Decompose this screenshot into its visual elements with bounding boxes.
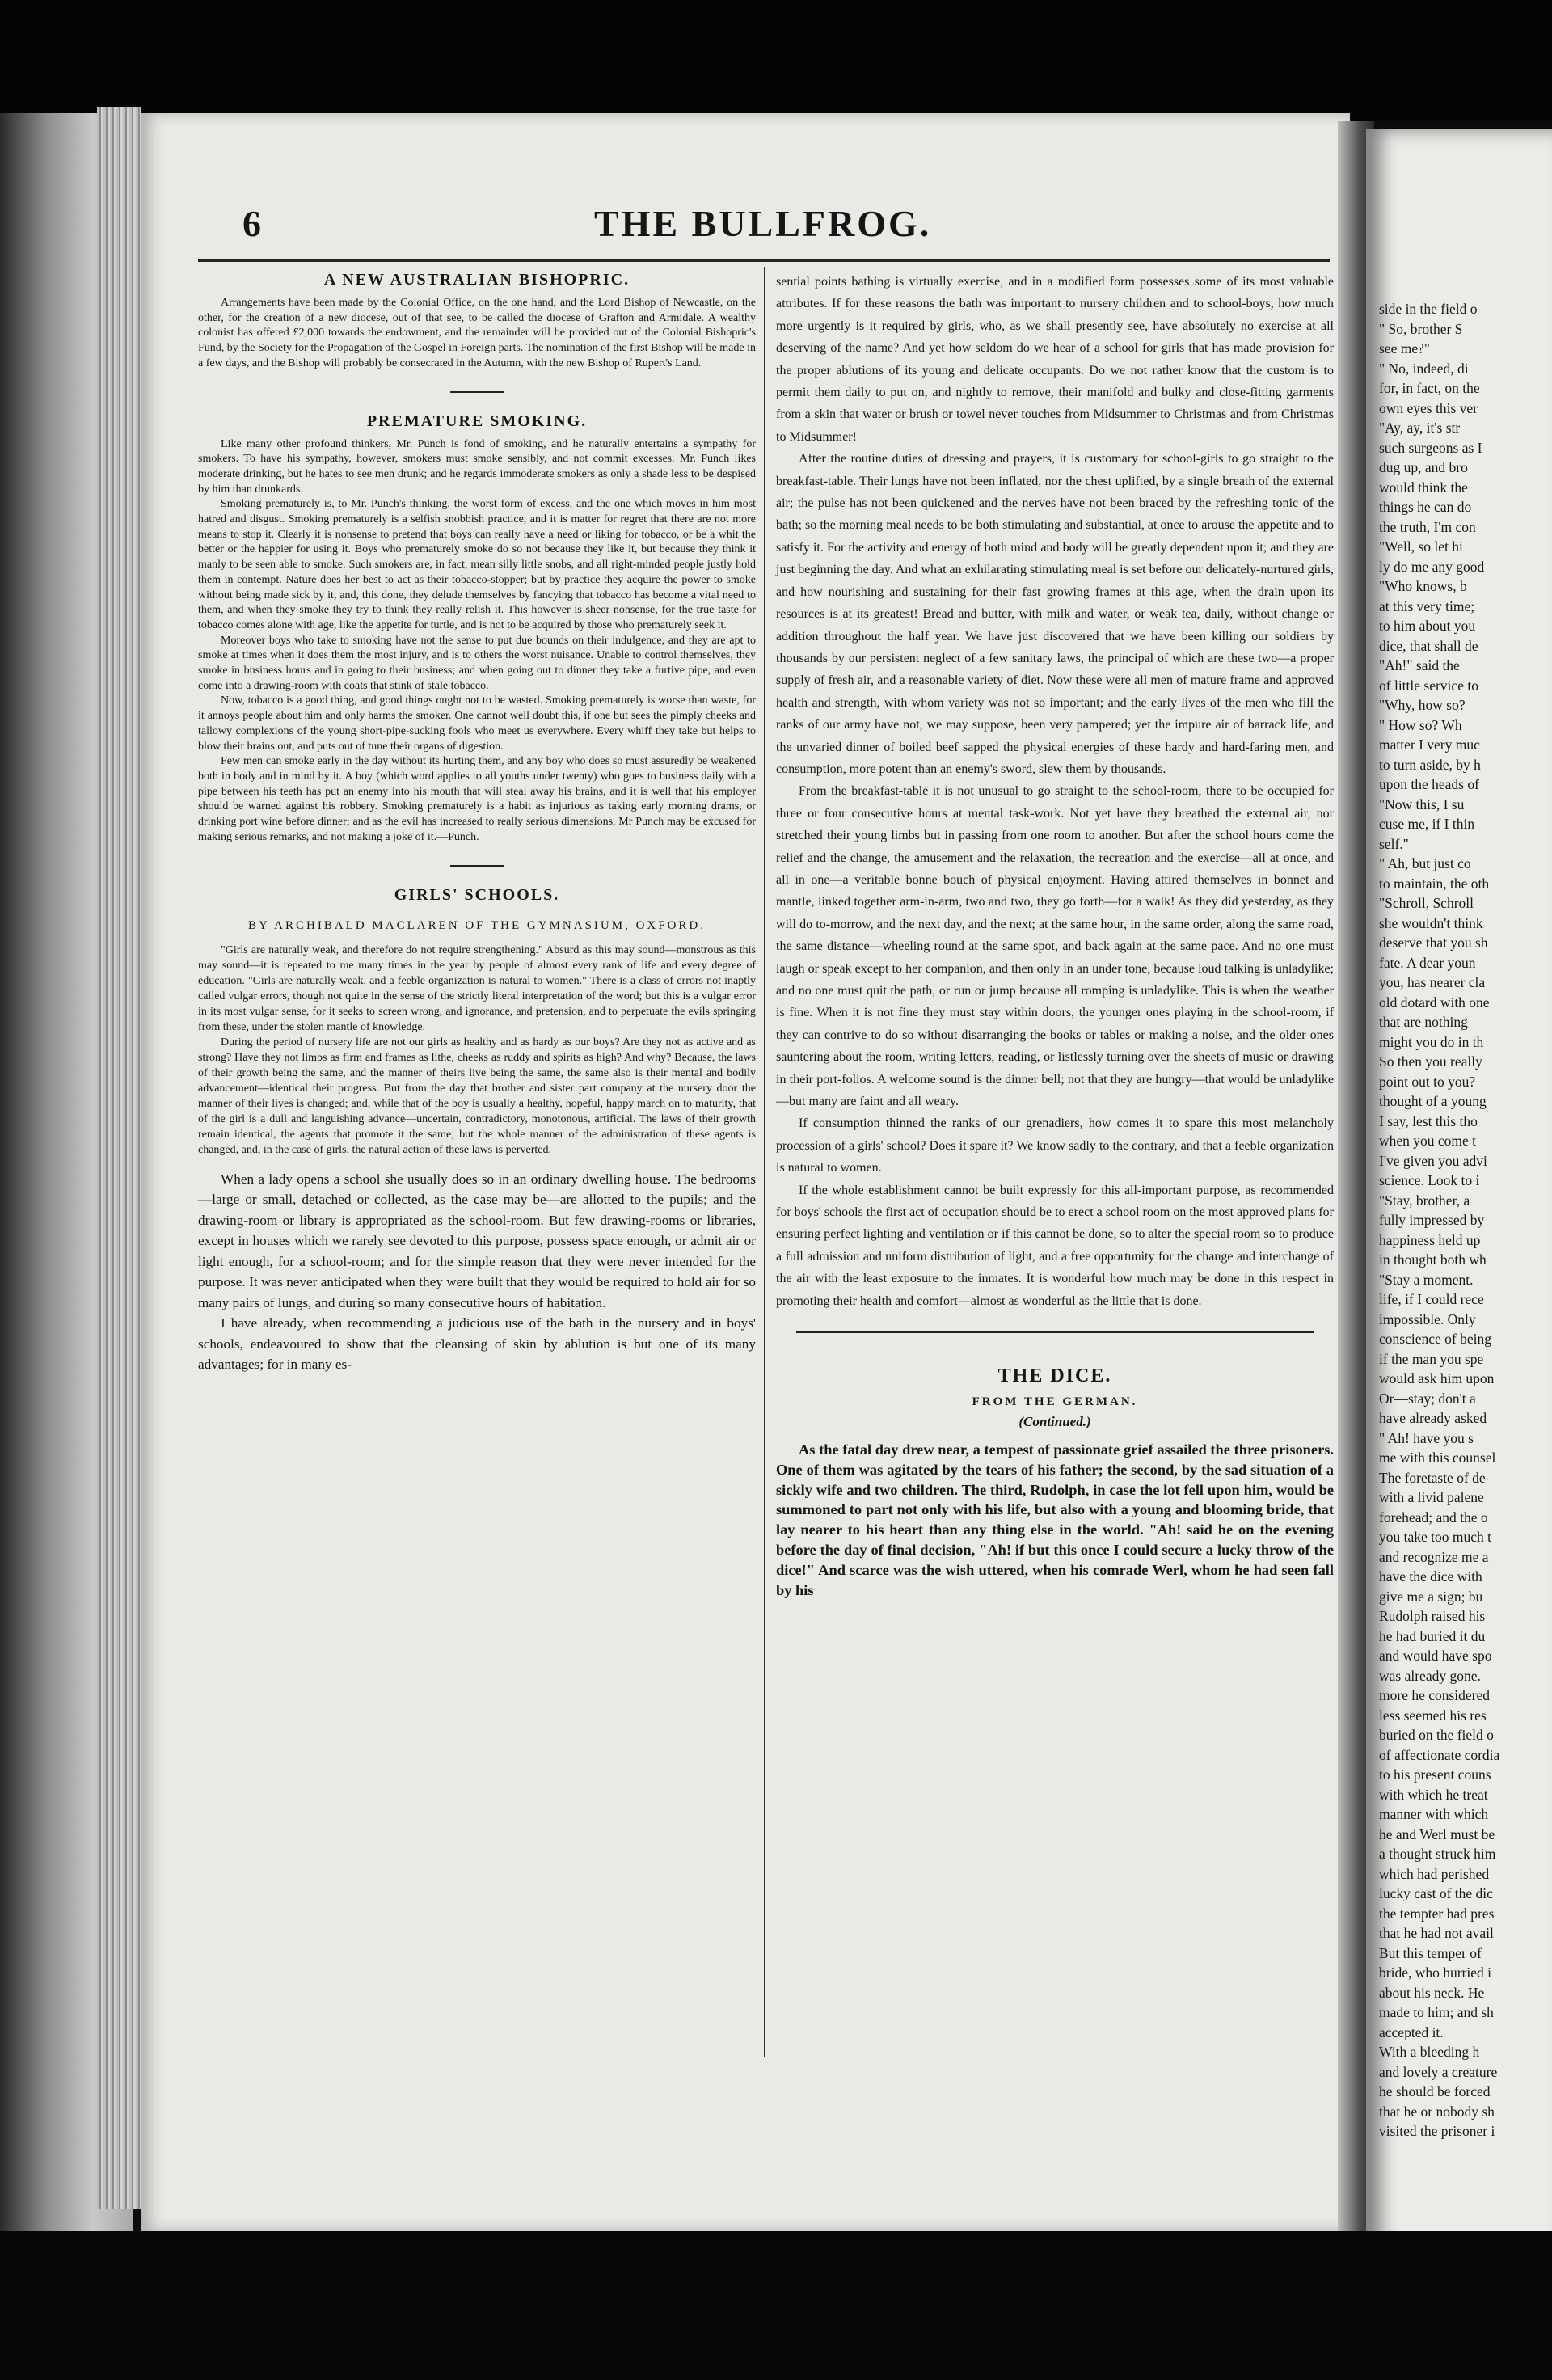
scanner-background [0,0,1552,121]
adjacent-page-line: deserve that you sh [1379,935,1488,951]
adjacent-page-line: " Ah, but just co [1379,855,1471,871]
adjacent-page-line: "Who knows, b [1379,578,1467,594]
adjacent-page-line: ly do me any good [1379,558,1485,575]
adjacent-page-line: With a bleeding h [1379,2044,1480,2060]
adjacent-page-line: would ask him upon [1379,1370,1495,1386]
page-title: THE BULLFROG. [594,203,932,244]
adjacent-page-line: "Well, so let hi [1379,538,1463,555]
article-title: PREMATURE SMOKING. [366,411,588,430]
adjacent-page-line: have the dice with [1379,1568,1482,1585]
article-girls-schools-continued [776,271,1334,1312]
adjacent-page-line: But this temper of [1379,1944,1482,1961]
adjacent-page-line: conscience of being [1379,1331,1491,1347]
adjacent-page-text [1366,299,1499,2142]
adjacent-page-line: you, has nearer cla [1379,974,1486,990]
article-paragraph: Like many other profound thinkers, Mr. Punch is fond of smoking, and he naturally entertains a sympathy for smokers. To have his sympathy, however, smokers must smoke sensibly, and not commit excesses. Mr. Punch likes moderate drinking, but he hates to see men drunk; and he regards immoderate smokers as only a shade less to be despised by him than drunkards. [198,437,756,496]
adjacent-page-line: " No, indeed, di [1379,360,1469,377]
adjacent-page-line: "Schroll, Schroll [1379,895,1474,911]
header-rule [198,259,1330,262]
adjacent-page-line: thought of a young [1379,1093,1487,1109]
adjacent-page-line: to turn aside, by h [1379,756,1481,773]
adjacent-page-line: " So, brother S [1379,320,1463,337]
adjacent-page-line: "Stay, brother, a [1379,1192,1470,1209]
adjacent-page-line: happiness held up [1379,1231,1481,1248]
adjacent-page-line: would think the [1379,479,1468,496]
adjacent-page-line: and would have spo [1379,1648,1492,1664]
adjacent-page-line: things he can do [1379,499,1472,515]
article-byline: BY ARCHIBALD MACLAREN OF THE GYMNASIUM, OXFORD. [247,918,706,932]
adjacent-page-line: when you come t [1379,1133,1477,1149]
adjacent-page-line: more he considered [1379,1687,1491,1703]
left-column [198,271,756,1375]
section-divider [796,1331,1314,1333]
article-bishopric [198,271,756,372]
adjacent-page-line: bride, who hurried i [1379,1964,1491,1981]
adjacent-page-line: " Ah! have you s [1379,1429,1474,1446]
adjacent-page-line: self." [1379,835,1409,852]
article-paragraph: As the fatal day drew near, a tempest of passionate grief assailed the three prisoners. One of them was agitated by the tears of his father; the second, by the sad situation of a sickly wife and two children. The third, Rudolph, in case the lot fell upon him, would be summoned to part not only with his life, but also with a young and blooming bride, that lay nearer to his heart than any thing else in the world. "Ah! said he on the evening before the day of final decision, "Ah! if but this once I could secure a lucky throw of the dice!" And scarce was the wish uttered, when his comrade Werl, whom he had seen fall by his [776,1441,1334,1598]
adjacent-page-line: "Why, how so? [1379,697,1466,713]
adjacent-page-line: manner with which [1379,1806,1489,1822]
adjacent-page-line: that he had not avail [1379,1925,1494,1941]
article-title: GIRLS' SCHOOLS. [394,885,560,904]
adjacent-page-line: see me?" [1379,340,1431,357]
article-the-dice [776,1365,1334,1600]
adjacent-page-line: such surgeons as I [1379,439,1482,456]
article-title: THE DICE. [997,1365,1112,1387]
adjacent-page-line: me with this counsel [1379,1450,1496,1466]
article-premature-smoking [198,412,756,846]
adjacent-page-line: "Now this, I su [1379,795,1465,812]
adjacent-page-line: fully impressed by [1379,1212,1485,1228]
adjacent-page-line: for, in fact, on the [1379,380,1480,396]
article-paragraph: During the period of nursery life are not our girls as healthy and as hardy as our boys? Are they not as active and as strong? Have they not limbs as firm and frames as lithe, cheeks as ruddy and spirits as high? And why? Because, the laws of their growth being the same, and the manner of theirs live being the same, the same also is their mental and bodily advancement—identical their progress. But from the day that brother and sister part company at the nursery door the manner of their lives is changed; and, while that of the boy is usually a healthy, hopeful, happy march on to maturity, that of the girl is a dull and languishing advance—uncertain, contradictory, monotonous, artificial. The laws of their growth remain identical, the agents that promote it the same; but the whole manner of the administration of these agents is changed, and, in the case of girls, the natural action of these laws is perverted. [198,1036,756,1156]
adjacent-page-line: fate. A dear youn [1379,954,1476,971]
adjacent-page-line: I say, lest this tho [1379,1112,1478,1129]
adjacent-page-line: about his neck. He [1379,1984,1485,2001]
adjacent-page-line: of affectionate cordia [1379,1746,1500,1763]
adjacent-page-line: was already gone. [1379,1667,1481,1684]
adjacent-page-line: upon the heads of [1379,776,1479,792]
adjacent-page-line: life, if I could rece [1379,1291,1484,1307]
adjacent-page-line: accepted it. [1379,2023,1444,2040]
adjacent-page-line: made to him; and sh [1379,2004,1494,2020]
article-paragraph: Smoking prematurely is, to Mr. Punch's thinking, the worst form of excess, and the one which moves in him most hatred and disgust. Smoking prematurely is a selfish snobbish practice, and it is matter for regret that there are not more means to stop it. Clearly it is nonsense to pretend that boys can really have a need or liking for tobacco, or be a whit the better or the happier for using it. Boys who prematurely smoke do so not because they like it, but because they think it manly to be seen able to smoke. Such smokers are, in fact, mean silly little snobs, and all right-minded people justly hold them in contempt. Nature does her best to act as their tobacco-stopper; but by practice they acquire the power to smoke without being made sick by it, and, this done, they delude themselves by fancying that tobacco has become a vital need to them, and when they smoke they try to think they really relish it. This however is sheer nonsense, for the true taste for tobacco comes alone with age, like the appetite for turtle, and is not to be acquired by those who prematurely seek it. [198,498,756,631]
adjacent-page-line: visited the prisoner i [1379,2123,1495,2139]
adjacent-page-line: she wouldn't think [1379,914,1483,931]
adjacent-page-line: to him about you [1379,618,1476,634]
adjacent-page-line: the tempter had pres [1379,1905,1495,1922]
adjacent-page-line: at this very time; [1379,597,1475,614]
adjacent-page-line: dug up, and bro [1379,459,1468,475]
adjacent-page-line: So then you really [1379,1053,1482,1070]
adjacent-page-line: own eyes this ver [1379,399,1478,416]
page-number: 6 [242,203,261,244]
adjacent-page-line: Or—stay; don't a [1379,1390,1476,1407]
article-subtitle: FROM THE GERMAN. [972,1395,1138,1409]
adjacent-page-line: "Stay a moment. [1379,1271,1474,1288]
adjacent-page-line: side in the field o [1379,301,1478,317]
adjacent-page-line: lucky cast of the dic [1379,1885,1493,1901]
adjacent-page-line: to maintain, the oth [1379,875,1490,892]
section-divider [450,865,504,867]
article-paragraph: Moreover boys who take to smoking have not the sense to put due bounds on their indulgence, and they are apt to smoke at times when it does them the most injury, and is to others the worst nuisance. Unable to control themselves, they smoke in business hours and in going to their business; and when going out to dinner they take a furtive pipe, and even come into a drawing-room with coats that stink of stale tobacco. [198,634,756,692]
adjacent-page-line: science. Look to i [1379,1172,1480,1188]
adjacent-page-line: and lovely a creature [1379,2063,1498,2080]
article-paragraph: After the routine duties of dressing and prayers, it is customary for school-girls to go straight to the breakfast-table. Their lungs have not been inflated, nor the chest uplifted, by a single breath of the external air; the pulse has not been quickened and the nerves have not been braced by the refreshing tonic of the bath; so the morning meal needs to be both stimulating and substantial, at once to arouse the appetite and to satisfy it. For the activity and energy of both mind and body will be greatly dependent upon it; and they are just beginning the day. And what an exhilarating stimulating meal is set before our delicately-nurtured girls, and how nourishing and sustaining for their fast growing frames at this age, when the drain upon its resources is at its greatest! Bread and butter, with milk and water, or weak tea, daily, without change or addition throughout the half year. We have just discovered that we have been killing our soldiers by thousands by our persistent neglect of a few sanitary laws, the principal of which are these two—a proper supply of fresh air, and a reasonable variety of diet. Now these were all men of mature frame and approved health and strength, with whom variety was not so important; and the early lives of the men who fill the ranks of our army have not, we may suppose, been very pampered; yet the impure air of barrack life, and the unvaried dinner of boiled beef sapped the physical energies of these hardy and hard-faring men, and consumption, more potent than an enemy's sword, slew them by thousands. [776,452,1334,776]
article-paragraph: Arrangements have been made by the Colonial Office, on the one hand, and the Lord Bishop of Newcastle, on the other, for the creation of a new diocese, out of that see, to be called the diocese of Grafton and Armidale. A wealthy colonist has offered £2,000 towards the endowment, and the remainder will be provided out of the Colonial Bishopric's Fund, by the Society for the Propagation of the Gospel in Foreign parts. The nomination of the first Bishop will be made in a few days, and the Bishop will probably be consecrated in the Autumn, with the new Bishop of Rupert's Land. [198,297,756,369]
adjacent-page-line: that he or nobody sh [1379,2103,1495,2120]
adjacent-page-line: he had buried it du [1379,1627,1486,1644]
article-girls-schools [198,886,756,1375]
adjacent-page [1366,129,1552,2264]
adjacent-page-line: Rudolph raised his [1379,1608,1486,1624]
adjacent-page-line: a thought struck him [1379,1846,1496,1862]
adjacent-page-line: dice, that shall de [1379,637,1478,654]
adjacent-page-line: to his present couns [1379,1766,1491,1783]
adjacent-page-line: forehead; and the o [1379,1509,1488,1525]
article-paragraph: Now, tobacco is a good thing, and good things ought not to be wasted. Smoking prematurely is worse than waste, for it annoys people about him and only harms the smoker. One cannot well doubt this, if one but sees the pimply cheeks and tallowy complexions of the young short-pipe-sucking fools who meet us everywhere. Every whiff they take but helps to blow their brains out, and puts out of tune their organs of digestion. [198,694,756,753]
column-divider [764,267,765,2057]
right-column [776,271,1334,1600]
article-paragraph: If consumption thinned the ranks of our grenadiers, how comes it to spare this most melancholy procession of a girls' school? Does it spare it? We know sadly to the contrary, and that a feeble organization is natural to women. [776,1116,1334,1175]
article-title: A NEW AUSTRALIAN BISHOPRIC. [323,271,630,289]
adjacent-page-line: which had perished [1379,1865,1490,1882]
adjacent-page-line: of little service to [1379,677,1478,694]
adjacent-page-line: he should be forced [1379,2083,1491,2099]
adjacent-page-line: matter I very muc [1379,736,1480,753]
adjacent-page-line: in thought both wh [1379,1251,1487,1268]
article-paragraph: "Girls are naturally weak, and therefore do not require strengthening." Absurd as this may sound—monstrous as this may sound—it is repeated to me many times in the year by people of almost every rank of life and every degree of education. "Girls are naturally weak, and a feeble organization is natural to women." There is a class of errors not inaptly called vulgar errors, though not quite in the sense of the strictly literal interpretation of the word; but this is a vulgar error in its most vulgar sense, for it seeks to screen wrong, and ignorance, and pretension, and to perpetuate the evils springing from these, under the stolen mantle of knowledge. [198,943,756,1033]
adjacent-page-line: cuse me, if I thin [1379,816,1475,832]
adjacent-page-line: "Ah!" said the [1379,657,1460,673]
adjacent-page-line: if the man you spe [1379,1350,1484,1367]
article-paragraph: From the breakfast-table it is not unusual to go straight to the school-room, there to be occupied for three or four consecutive hours at mental task-work. Not yet have they breathed the external air, nor stretched their young limbs but in passing from one room to another. But after the school hours come the relief and the change, the amusement and the relaxation, the recreation and the exercise—all at once, and all in one—a veritable bonne bouch of physical enjoyment. Having attired themselves in bonnet and mantle, linked together arm-in-arm, two and two, they go forth—for a walk! As they did yesterday, as they will do to-morrow, and the next day, and the next; at the same hour, in the same order, along the same road, the same distance—wheeling round at the same spot, and back again at the same pace. And no one must laugh or speak except to her companion, and then only in an under tone, because loud talking is unladylike; and no one must quit the path, or run or jump because all romping is unladylike. This is when the weather is fine. When it is not fine they must stay within doors, the younger ones playing in the school-room, if they can contrive to do so without disarranging the books or tables or making a noise, and the older ones sauntering about the room, writing letters, reading, or listlessly turning over the sheets of music or drawing in their port-folios. A welcome sound is the dinner bell; not that they are hungry—that would be unladylike—but many are faint and all weary. [776,784,1334,1109]
adjacent-page-line: that are nothing [1379,1014,1468,1030]
article-paragraph: When a lady opens a school she usually does so in an ordinary dwelling house. The bedrooms—large or small, detached or collected, as the case may be—are allotted to the pupils; and the drawing-room or library is appropriated as the school-room. But few drawing-rooms or libraries, except in houses which we rarely see devoted to this purpose, possess space enough, or admit air or light enough, for a school-room; and for the simple reason that they were never intended for the purpose. It was never anticipated when they were built that they would be required to hold air for so many pairs of lungs, and during so many consecutive hours of habitation. [198,1171,756,1310]
article-paragraph: If the whole establishment cannot be built expressly for this all-important purpose, as recommended for boys' schools the first act of occupation should be to erect a school room on the most approved plans for ensuring perfect lighting and ventilation or if this cannot be done, so to alter the special room so to produce a full admission and uniform distribution of light, and a free opportunity for the change and interchange of the air with the least exposure to the inmates. It is wonderful how much may be done in this respect in promoting their health and comfort—almost as wonderful as the little that is done. [776,1183,1334,1308]
adjacent-page-line: the truth, I'm con [1379,518,1476,535]
scanner-bottom [0,2231,1552,2380]
adjacent-page-line: impossible. Only [1379,1310,1476,1327]
adjacent-page-line: The foretaste of de [1379,1469,1486,1486]
adjacent-page-line: I've given you advi [1379,1152,1487,1169]
adjacent-page-line: with which he treat [1379,1786,1488,1803]
adjacent-page-line: might you do in th [1379,1033,1484,1050]
section-divider [450,391,504,393]
adjacent-page-line: you take too much t [1379,1529,1492,1545]
article-paragraph: sential points bathing is virtually exercise, and in a modified form possesses some of its most valuable attributes. If for these reasons the bath was important to nursery children and to school-boys, how much more urgently is it required by girls, who, as we shall presently see, have absolutely no exercise at all deserving of the name? And yet how seldom do we hear of a school for girls that has made provision for the proper ablutions of its young and delicate occupants. Do we not rather know that the custom is to permit them daily to put on, and nightly to remove, their manifold and bulky and close-fitting garments from a skin that water or brush or towel never touches from Midsummer to Christmas and from Christmas to Midsummer! [776,275,1334,444]
article-paragraph: Few men can smoke early in the day without its hurting them, and any boy who does so must assuredly be weakened both in body and in mind by it. A boy (which word applies to all youths under twenty) who goes to business daily with a pipe between his teeth has put an enemy into his mouth that will steal away his brains, and it is well that his employer should be warned against his robbery. Smoking prematurely is a habit as injurious as taking early morning drams, or drinking port wine before dinner; and as the evil has increased to really serious dimensions, Mr Punch may be excused for making serious remarks, and not making a joke of it.—Punch. [198,755,756,843]
adjacent-page-line: buried on the field o [1379,1727,1494,1743]
page-stack-edges [97,107,141,2209]
adjacent-page-line: have already asked [1379,1410,1487,1426]
adjacent-page-line: "Ay, ay, it's str [1379,420,1461,436]
adjacent-page-line: " How so? Wh [1379,716,1462,733]
article-paragraph: I have already, when recommending a judicious use of the bath in the nursery and in boys' schools, endeavoured to show that the cleansing of skin by ablution is but one of its many advantages; for in many es- [198,1315,756,1372]
adjacent-page-line: point out to you? [1379,1073,1476,1090]
adjacent-page-line: with a livid palene [1379,1489,1484,1505]
adjacent-page-line: and recognize me a [1379,1548,1489,1565]
adjacent-page-line: old dotard with one [1379,994,1490,1011]
newspaper-page [141,113,1350,2231]
adjacent-page-line: he and Werl must be [1379,1825,1495,1842]
continued-label: (Continued.) [1018,1414,1091,1430]
adjacent-page-line: less seemed his res [1379,1707,1487,1724]
adjacent-page-line: give me a sign; bu [1379,1588,1483,1605]
